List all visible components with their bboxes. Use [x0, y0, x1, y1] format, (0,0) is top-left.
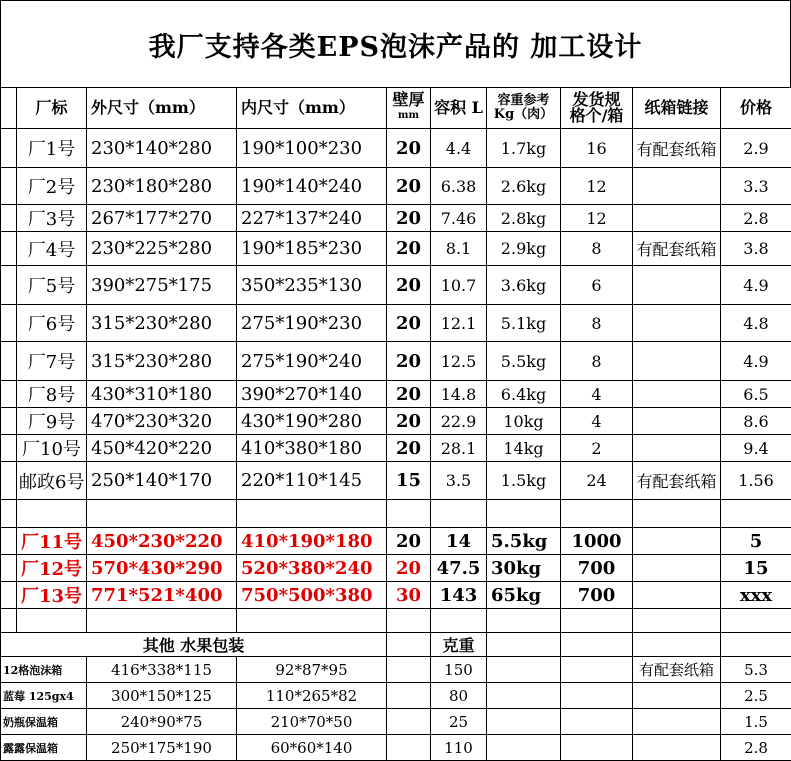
weight: 2.9kg [487, 232, 561, 266]
weight: 65kg [487, 582, 561, 609]
empty-cell [431, 500, 487, 528]
header-inner-size: 内尺寸（mm） [237, 88, 387, 129]
table-row [1, 305, 791, 342]
ship-quantity: 4 [561, 381, 633, 408]
empty-cell [1, 500, 17, 528]
row-gutter [1, 168, 17, 205]
factory-name: 厂12号 [17, 555, 87, 582]
row-gutter [1, 435, 17, 462]
factory-name: 厂3号 [17, 205, 87, 232]
empty-cell [387, 657, 431, 683]
table-row [1, 735, 791, 761]
wall-thickness: 20 [387, 381, 431, 408]
ship-quantity: 6 [561, 266, 633, 305]
wall-thickness: 20 [387, 305, 431, 342]
carton-link: 有配套纸箱 [633, 129, 721, 168]
wall-thickness: 20 [387, 555, 431, 582]
spacer-row [1, 609, 791, 633]
empty-cell [87, 609, 237, 633]
fruit-section-label: 其他 水果包装 [1, 633, 387, 657]
price: 4.9 [721, 266, 791, 305]
empty-cell [387, 683, 431, 709]
empty-cell [561, 633, 633, 657]
fruit-weight: 110 [431, 735, 487, 761]
outer-size: 230*140*280 [87, 129, 237, 168]
factory-name: 厂4号 [17, 232, 87, 266]
fruit-product-name: 奶瓶保温箱 [1, 709, 87, 735]
price: 8.6 [721, 408, 791, 435]
price: 5.3 [721, 657, 791, 683]
row-gutter [1, 582, 17, 609]
factory-name: 厂2号 [17, 168, 87, 205]
inner-size: 350*235*130 [237, 266, 387, 305]
weight: 30kg [487, 555, 561, 582]
ship-quantity: 16 [561, 129, 633, 168]
wall-thickness: 20 [387, 435, 431, 462]
product-table [0, 87, 791, 761]
header-factory: 厂标 [17, 88, 87, 129]
outer-size: 315*230*280 [87, 305, 237, 342]
table-row [1, 129, 791, 168]
empty-cell [487, 709, 561, 735]
weight: 10kg [487, 408, 561, 435]
factory-name: 邮政6号 [17, 462, 87, 500]
carton-link [633, 435, 721, 462]
table-row [1, 435, 791, 462]
price: 15 [721, 555, 791, 582]
table-row [1, 528, 791, 555]
fruit-product-name: 露露保温箱 [1, 735, 87, 761]
volume: 7.46 [431, 205, 487, 232]
volume: 12.1 [431, 305, 487, 342]
row-gutter [1, 381, 17, 408]
volume: 3.5 [431, 462, 487, 500]
empty-cell [561, 709, 633, 735]
ship-quantity: 8 [561, 232, 633, 266]
inner-size: 410*190*180 [237, 528, 387, 555]
empty-cell [561, 683, 633, 709]
carton-link [633, 582, 721, 609]
empty-cell [633, 609, 721, 633]
row-gutter [1, 305, 17, 342]
outer-size: 240*90*75 [87, 709, 237, 735]
carton-link [633, 205, 721, 232]
price: 5 [721, 528, 791, 555]
price: 2.5 [721, 683, 791, 709]
empty-cell [721, 500, 791, 528]
volume: 14 [431, 528, 487, 555]
wall-thickness: 20 [387, 342, 431, 381]
table-row [1, 683, 791, 709]
wall-thickness: 15 [387, 462, 431, 500]
weight: 2.6kg [487, 168, 561, 205]
carton-link [633, 408, 721, 435]
empty-cell [561, 500, 633, 528]
outer-size: 230*225*280 [87, 232, 237, 266]
empty-cell [487, 633, 561, 657]
inner-size: 520*380*240 [237, 555, 387, 582]
ship-quantity: 8 [561, 342, 633, 381]
table-row [1, 168, 791, 205]
inner-size: 190*100*230 [237, 129, 387, 168]
outer-size: 771*521*400 [87, 582, 237, 609]
ship-quantity: 1000 [561, 528, 633, 555]
fruit-product-name: 蓝莓 125gx4 [1, 683, 87, 709]
empty-cell [237, 500, 387, 528]
spacer-row [1, 500, 791, 528]
carton-link [633, 555, 721, 582]
volume: 12.5 [431, 342, 487, 381]
ship-quantity: 8 [561, 305, 633, 342]
carton-link [633, 735, 721, 761]
price: 3.8 [721, 232, 791, 266]
header-ship-line2: 格个/箱 [563, 108, 630, 124]
outer-size: 250*140*170 [87, 462, 237, 500]
price: 3.3 [721, 168, 791, 205]
empty-cell [561, 609, 633, 633]
wall-thickness: 20 [387, 528, 431, 555]
volume: 14.8 [431, 381, 487, 408]
volume: 8.1 [431, 232, 487, 266]
volume: 10.7 [431, 266, 487, 305]
header-weight [487, 88, 561, 129]
carton-link [633, 528, 721, 555]
header-gutter [1, 88, 17, 129]
header-weight-line2: Kg（肉） [489, 108, 558, 122]
wall-thickness: 20 [387, 205, 431, 232]
empty-cell [721, 609, 791, 633]
table-row [1, 582, 791, 609]
carton-link [633, 168, 721, 205]
inner-size: 750*500*380 [237, 582, 387, 609]
outer-size: 470*230*320 [87, 408, 237, 435]
carton-link [633, 381, 721, 408]
factory-name: 厂9号 [17, 408, 87, 435]
wall-thickness: 20 [387, 266, 431, 305]
weight: 14kg [487, 435, 561, 462]
empty-cell [387, 500, 431, 528]
empty-cell [387, 735, 431, 761]
ship-quantity: 2 [561, 435, 633, 462]
volume: 143 [431, 582, 487, 609]
header-volume: 容积 L [431, 88, 487, 129]
outer-size: 230*180*280 [87, 168, 237, 205]
price: 2.8 [721, 735, 791, 761]
header-weight-line1: 容重参考 [489, 94, 558, 108]
volume: 47.5 [431, 555, 487, 582]
factory-name: 厂13号 [17, 582, 87, 609]
table-row [1, 342, 791, 381]
row-gutter [1, 266, 17, 305]
volume: 4.4 [431, 129, 487, 168]
price: 9.4 [721, 435, 791, 462]
empty-cell [487, 609, 561, 633]
row-gutter [1, 205, 17, 232]
wall-thickness: 20 [387, 129, 431, 168]
factory-name: 厂5号 [17, 266, 87, 305]
table-row [1, 408, 791, 435]
price: 6.5 [721, 381, 791, 408]
outer-size: 390*275*175 [87, 266, 237, 305]
outer-size: 450*420*220 [87, 435, 237, 462]
table-row [1, 657, 791, 683]
fruit-weight: 150 [431, 657, 487, 683]
row-gutter [1, 555, 17, 582]
outer-size: 315*230*280 [87, 342, 237, 381]
carton-link: 有配套纸箱 [633, 462, 721, 500]
wall-thickness: 30 [387, 582, 431, 609]
inner-size: 390*270*140 [237, 381, 387, 408]
volume: 28.1 [431, 435, 487, 462]
factory-name: 厂7号 [17, 342, 87, 381]
empty-cell [387, 709, 431, 735]
empty-cell [561, 657, 633, 683]
inner-size: 410*380*180 [237, 435, 387, 462]
empty-cell [487, 683, 561, 709]
weight: 1.7kg [487, 129, 561, 168]
wall-thickness: 20 [387, 168, 431, 205]
weight: 3.6kg [487, 266, 561, 305]
outer-size: 570*430*290 [87, 555, 237, 582]
header-row [1, 88, 791, 129]
header-wall-label: 壁厚 [389, 92, 428, 108]
row-gutter [1, 129, 17, 168]
ship-quantity: 12 [561, 205, 633, 232]
empty-cell [1, 609, 17, 633]
inner-size: 275*190*230 [237, 305, 387, 342]
table-row [1, 232, 791, 266]
weight: 6.4kg [487, 381, 561, 408]
price: xxx [721, 582, 791, 609]
carton-link [633, 342, 721, 381]
factory-name: 厂1号 [17, 129, 87, 168]
wall-thickness: 20 [387, 408, 431, 435]
price: 1.5 [721, 709, 791, 735]
ship-quantity: 700 [561, 555, 633, 582]
empty-cell [487, 657, 561, 683]
row-gutter [1, 408, 17, 435]
factory-name: 厂6号 [17, 305, 87, 342]
table-row [1, 462, 791, 500]
carton-link [633, 709, 721, 735]
empty-cell [487, 500, 561, 528]
fruit-weight: 25 [431, 709, 487, 735]
outer-size: 300*150*125 [87, 683, 237, 709]
inner-size: 110*265*82 [237, 683, 387, 709]
outer-size: 450*230*220 [87, 528, 237, 555]
fruit-weight-header: 克重 [431, 633, 487, 657]
table-row [1, 555, 791, 582]
carton-link: 有配套纸箱 [633, 232, 721, 266]
header-price: 价格 [721, 88, 791, 129]
table-row [1, 205, 791, 232]
row-gutter [1, 232, 17, 266]
carton-link [633, 305, 721, 342]
weight: 2.8kg [487, 205, 561, 232]
empty-cell [17, 500, 87, 528]
price: 2.9 [721, 129, 791, 168]
page-title: 我厂支持各类EPS泡沫产品的 加工设计 [149, 25, 643, 64]
header-ship-line1: 发货规 [563, 92, 630, 108]
header-wall-unit: mm [389, 108, 428, 124]
inner-size: 220*110*145 [237, 462, 387, 500]
empty-cell [561, 735, 633, 761]
volume: 22.9 [431, 408, 487, 435]
factory-name: 厂10号 [17, 435, 87, 462]
table-row [1, 381, 791, 408]
outer-size: 416*338*115 [87, 657, 237, 683]
factory-name: 厂11号 [17, 528, 87, 555]
price: 4.9 [721, 342, 791, 381]
ship-quantity: 24 [561, 462, 633, 500]
inner-size: 227*137*240 [237, 205, 387, 232]
price: 4.8 [721, 305, 791, 342]
outer-size: 267*177*270 [87, 205, 237, 232]
carton-link [633, 266, 721, 305]
empty-cell [431, 609, 487, 633]
inner-size: 92*87*95 [237, 657, 387, 683]
ship-quantity: 700 [561, 582, 633, 609]
empty-cell [633, 500, 721, 528]
empty-cell [387, 609, 431, 633]
header-outer-size: 外尺寸（mm） [87, 88, 237, 129]
inner-size: 430*190*280 [237, 408, 387, 435]
fruit-weight: 80 [431, 683, 487, 709]
empty-cell [387, 633, 431, 657]
inner-size: 210*70*50 [237, 709, 387, 735]
weight: 5.1kg [487, 305, 561, 342]
title-box [0, 0, 791, 87]
empty-cell [87, 500, 237, 528]
empty-cell [17, 609, 87, 633]
inner-size: 60*60*140 [237, 735, 387, 761]
row-gutter [1, 462, 17, 500]
ship-quantity: 4 [561, 408, 633, 435]
table-row [1, 709, 791, 735]
weight: 5.5kg [487, 342, 561, 381]
factory-name: 厂8号 [17, 381, 87, 408]
fruit-product-name: 12格泡沫箱 [1, 657, 87, 683]
empty-cell [721, 633, 791, 657]
price: 2.8 [721, 205, 791, 232]
outer-size: 430*310*180 [87, 381, 237, 408]
inner-size: 275*190*240 [237, 342, 387, 381]
fruit-section-row [1, 633, 791, 657]
inner-size: 190*185*230 [237, 232, 387, 266]
inner-size: 190*140*240 [237, 168, 387, 205]
header-wall [387, 88, 431, 129]
weight: 1.5kg [487, 462, 561, 500]
weight: 5.5kg [487, 528, 561, 555]
empty-cell [633, 633, 721, 657]
volume: 6.38 [431, 168, 487, 205]
carton-link: 有配套纸箱 [633, 657, 721, 683]
empty-cell [237, 609, 387, 633]
wall-thickness: 20 [387, 232, 431, 266]
table-row [1, 266, 791, 305]
outer-size: 250*175*190 [87, 735, 237, 761]
ship-quantity: 12 [561, 168, 633, 205]
header-carton: 纸箱链接 [633, 88, 721, 129]
row-gutter [1, 342, 17, 381]
empty-cell [487, 735, 561, 761]
price: 1.56 [721, 462, 791, 500]
row-gutter [1, 528, 17, 555]
header-ship [561, 88, 633, 129]
carton-link [633, 683, 721, 709]
